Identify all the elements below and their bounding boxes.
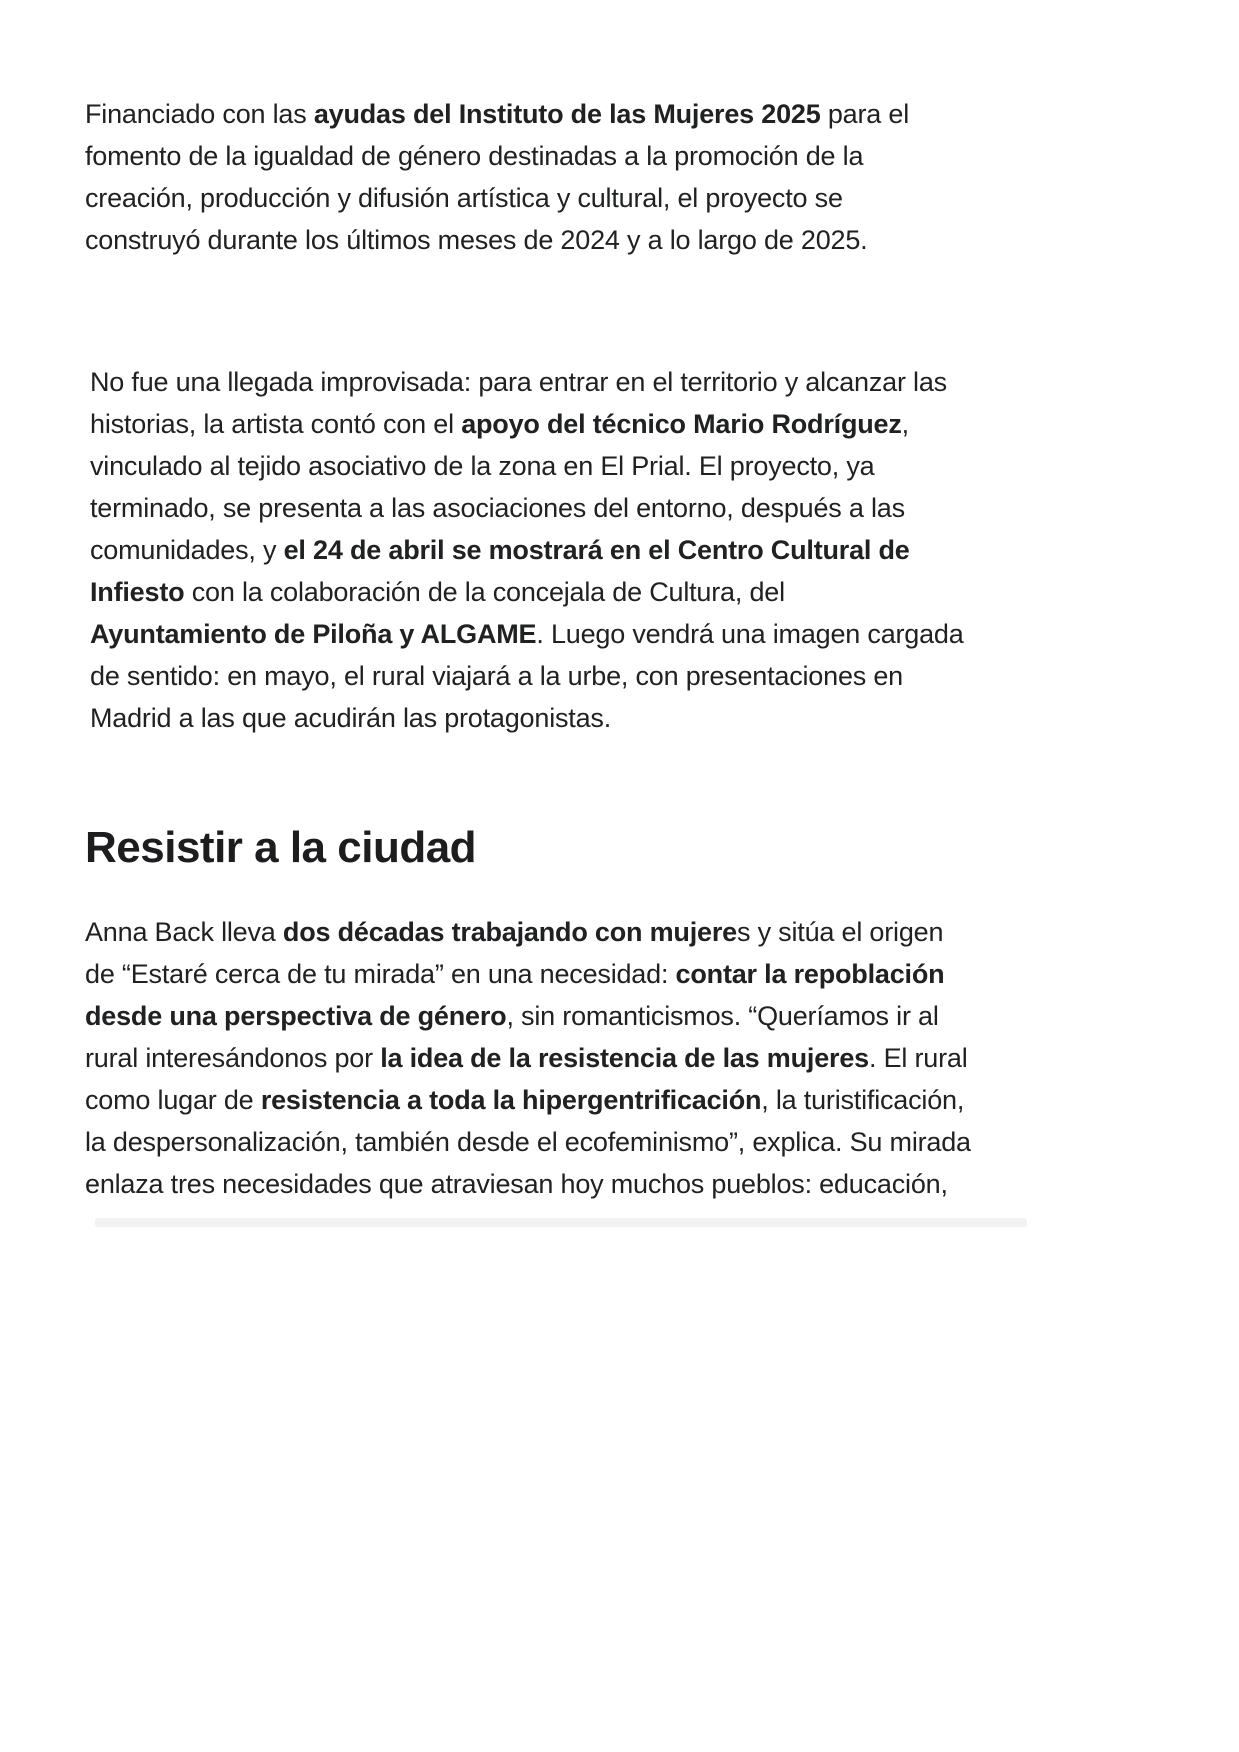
text-run: de “Estaré cerca de tu mirada” en una necesidad: bbox=[85, 959, 676, 989]
bold-text-run: apoyo del técnico Mario Rodríguez bbox=[461, 409, 902, 439]
text-run: . El rural bbox=[868, 1043, 968, 1073]
text-line bbox=[90, 445, 964, 487]
bold-text-run: dos décadas trabajando con mujere bbox=[282, 917, 737, 947]
bold-text-run: desde una perspectiva de género bbox=[85, 1001, 507, 1031]
bold-text-run: el 24 de abril se mostrará en el Centro Cultural de bbox=[283, 535, 910, 565]
text-run: rural interesándonos por bbox=[85, 1043, 381, 1073]
text-run: s y sitúa el origen bbox=[736, 917, 944, 947]
text-run: , sin romanticismos. “Queríamos ir al bbox=[506, 1001, 939, 1031]
text-run: la despersonalización, también desde el ecofeminismo”, explica. Su mirada bbox=[85, 1127, 971, 1157]
text-line bbox=[85, 1163, 971, 1205]
text-run: de sentido: en mayo, el rural viajará a la urbe, con presentaciones en bbox=[90, 661, 903, 691]
text-run: Anna Back lleva bbox=[85, 917, 283, 947]
funding-paragraph bbox=[85, 93, 909, 261]
bold-text-run: la idea de la resistencia de las mujeres bbox=[380, 1043, 869, 1073]
bold-text-run: Infiesto bbox=[90, 577, 185, 607]
text-run: No fue una llegada improvisada: para entrar en el territorio y alcanzar las bbox=[90, 367, 947, 397]
text-run: terminado, se presenta a las asociaciones del entorno, después a las bbox=[90, 493, 905, 523]
text-line bbox=[90, 655, 964, 697]
bold-text-run: resistencia a toda la hipergentrificación bbox=[260, 1085, 762, 1115]
text-line bbox=[90, 529, 964, 571]
text-run: con la colaboración de la concejala de Cultura, del bbox=[184, 577, 785, 607]
cutoff-fade-bar bbox=[95, 1218, 1027, 1227]
text-run: historias, la artista contó con el bbox=[90, 409, 462, 439]
text-line bbox=[85, 953, 971, 995]
text-line bbox=[85, 219, 909, 261]
text-run: enlaza tres necesidades que atraviesan hoy muchos pueblos: educación, bbox=[85, 1169, 948, 1199]
text-run: , bbox=[901, 409, 909, 439]
text-line bbox=[90, 697, 964, 739]
text-run: fomento de la igualdad de género destinadas a la promoción de la bbox=[85, 141, 864, 171]
text-line bbox=[85, 93, 909, 135]
text-line bbox=[85, 135, 909, 177]
text-line bbox=[85, 1037, 971, 1079]
text-line bbox=[90, 571, 964, 613]
text-line bbox=[90, 361, 964, 403]
text-line bbox=[90, 613, 964, 655]
text-run: como lugar de bbox=[85, 1085, 261, 1115]
text-line bbox=[90, 403, 964, 445]
text-run: comunidades, y bbox=[90, 535, 284, 565]
resist-paragraph bbox=[85, 911, 971, 1205]
text-run: vinculado al tejido asociativo de la zona en El Prial. El proyecto, ya bbox=[90, 451, 875, 481]
text-line bbox=[85, 1121, 971, 1163]
bold-text-run: Ayuntamiento de Piloña y ALGAME bbox=[90, 619, 537, 649]
text-run: para el bbox=[820, 99, 910, 129]
text-line bbox=[85, 911, 971, 953]
text-line bbox=[85, 177, 909, 219]
territory-paragraph bbox=[90, 361, 964, 739]
text-run: , la turistificación, bbox=[761, 1085, 965, 1115]
text-run: construyó durante los últimos meses de 2024 y a lo largo de 2025. bbox=[85, 225, 868, 255]
section-heading: Resistir a la ciudad bbox=[85, 823, 477, 872]
text-run: Financiado con las bbox=[85, 99, 314, 129]
text-run: . Luego vendrá una imagen cargada bbox=[536, 619, 964, 649]
text-run: creación, producción y difusión artística y cultural, el proyecto se bbox=[85, 183, 843, 213]
bold-text-run: contar la repoblación bbox=[675, 959, 945, 989]
text-line bbox=[85, 1079, 971, 1121]
text-line bbox=[90, 487, 964, 529]
bold-text-run: ayudas del Instituto de las Mujeres 2025 bbox=[313, 99, 821, 129]
text-run: Madrid a las que acudirán las protagonistas. bbox=[90, 703, 612, 733]
text-line bbox=[85, 995, 971, 1037]
